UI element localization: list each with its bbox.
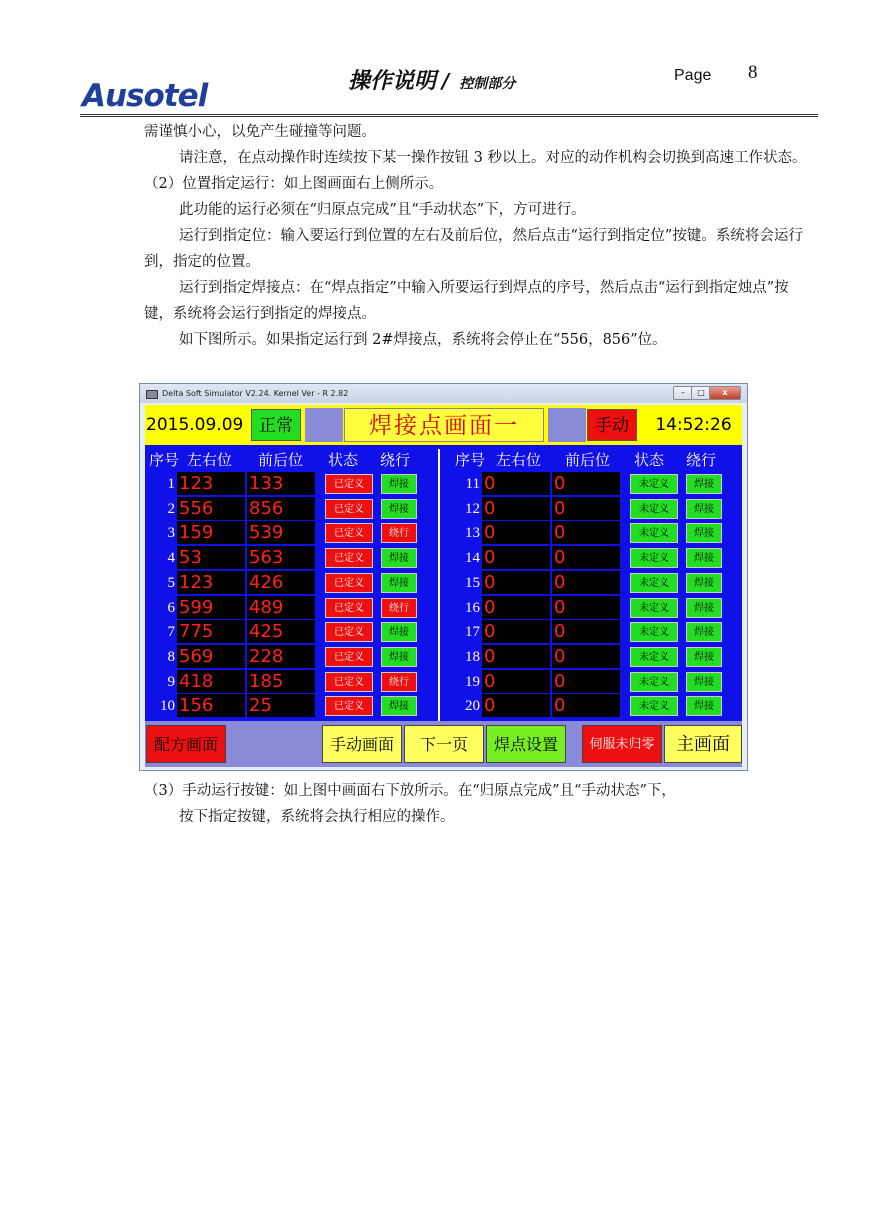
skip-toggle[interactable]: 焊接 bbox=[381, 474, 417, 494]
row-index: 18 bbox=[465, 648, 480, 665]
screen-title: 焊接点画面一 bbox=[344, 408, 544, 442]
table-row bbox=[145, 546, 435, 570]
table-row bbox=[450, 596, 740, 620]
row-index: 14 bbox=[465, 550, 480, 567]
main-screen-button[interactable]: 主画面 bbox=[664, 725, 742, 763]
col-header-status: 状态 bbox=[634, 451, 665, 469]
column-divider bbox=[438, 449, 440, 721]
skip-toggle[interactable]: 焊接 bbox=[686, 548, 722, 568]
company-logo: Ausotel bbox=[82, 78, 208, 114]
page-number: 8 bbox=[748, 62, 758, 83]
row-index: 13 bbox=[465, 525, 480, 542]
window-titlebar[interactable] bbox=[140, 384, 747, 403]
status-badge[interactable]: 未定义 bbox=[630, 696, 678, 716]
front-back-position[interactable]: 0 bbox=[552, 694, 620, 717]
row-index: 16 bbox=[465, 599, 480, 616]
paragraph: （2）位置指定运行：如上图画面右上侧所示。 bbox=[144, 176, 444, 192]
status-badge[interactable]: 已定义 bbox=[325, 696, 373, 716]
table-row bbox=[145, 571, 435, 595]
left-right-position[interactable]: 123 bbox=[177, 571, 245, 594]
minimize-button[interactable]: – bbox=[673, 386, 693, 400]
front-back-position[interactable]: 0 bbox=[552, 546, 620, 569]
front-back-position[interactable]: 0 bbox=[552, 670, 620, 693]
paragraph: 此功能的运行必须在“归原点完成”且“手动状态”下，方可进行。 bbox=[179, 202, 586, 218]
maximize-button[interactable]: □ bbox=[691, 386, 711, 400]
left-right-position[interactable]: 418 bbox=[177, 670, 245, 693]
row-index: 5 bbox=[167, 574, 175, 591]
col-header-fb: 前后位 bbox=[258, 451, 304, 469]
window-title: Delta Soft Simulator V2.24. Kernel Ver - R 2.82 bbox=[162, 389, 349, 398]
doc-title bbox=[348, 64, 515, 95]
left-right-position[interactable]: 599 bbox=[177, 596, 245, 619]
row-index: 6 bbox=[167, 599, 175, 616]
skip-toggle[interactable]: 焊接 bbox=[686, 622, 722, 642]
table-row bbox=[450, 521, 740, 545]
table-row bbox=[145, 497, 435, 521]
recipe-screen-button[interactable]: 配方画面 bbox=[146, 725, 226, 763]
front-back-position[interactable]: 25 bbox=[247, 694, 315, 717]
skip-toggle[interactable]: 焊接 bbox=[686, 474, 722, 494]
time-display: 14:52:26 bbox=[655, 415, 732, 435]
table-row bbox=[145, 596, 435, 620]
spacer-panel bbox=[548, 408, 586, 442]
left-right-position[interactable]: 53 bbox=[177, 546, 245, 569]
front-back-position[interactable]: 489 bbox=[247, 596, 315, 619]
skip-toggle[interactable]: 焊接 bbox=[381, 548, 417, 568]
status-badge[interactable]: 已定义 bbox=[325, 474, 373, 494]
table-row bbox=[450, 670, 740, 694]
skip-toggle[interactable]: 焊接 bbox=[381, 499, 417, 519]
doc-subtitle: 控制部分 bbox=[459, 76, 516, 92]
row-index: 4 bbox=[167, 550, 175, 567]
left-right-position[interactable]: 0 bbox=[482, 620, 550, 643]
front-back-position[interactable]: 228 bbox=[247, 645, 315, 668]
row-index: 10 bbox=[160, 698, 175, 715]
table-row bbox=[145, 521, 435, 545]
skip-toggle[interactable]: 焊接 bbox=[686, 696, 722, 716]
front-back-position[interactable]: 185 bbox=[247, 670, 315, 693]
status-badge[interactable]: 未定义 bbox=[630, 474, 678, 494]
front-back-position[interactable]: 539 bbox=[247, 521, 315, 544]
simulator-window bbox=[139, 383, 748, 771]
left-right-position[interactable]: 0 bbox=[482, 694, 550, 717]
skip-toggle[interactable]: 焊接 bbox=[381, 573, 417, 593]
left-right-position[interactable]: 0 bbox=[482, 645, 550, 668]
skip-toggle[interactable]: 绕行 bbox=[381, 598, 417, 618]
header-rule bbox=[80, 114, 818, 117]
paragraph: 请注意，在点动操作时连续按下某一操作按钮 3 秒以上。对应的动作机构会切换到高速工作状态。 bbox=[179, 150, 807, 166]
status-badge[interactable]: 已定义 bbox=[325, 622, 373, 642]
front-back-position[interactable]: 0 bbox=[552, 472, 620, 495]
status-badge[interactable]: 未定义 bbox=[630, 647, 678, 667]
front-back-position[interactable]: 425 bbox=[247, 620, 315, 643]
row-index: 3 bbox=[167, 525, 175, 542]
left-right-position[interactable]: 0 bbox=[482, 472, 550, 495]
date-display: 2015.09.09 bbox=[145, 405, 250, 445]
doc-title-main: 操作说明 bbox=[348, 69, 437, 94]
left-right-position[interactable]: 0 bbox=[482, 521, 550, 544]
col-header-index: 序号 bbox=[455, 451, 486, 469]
table-row bbox=[450, 694, 740, 718]
skip-toggle[interactable]: 绕行 bbox=[381, 523, 417, 543]
hmi-bottom-bar bbox=[145, 721, 742, 767]
left-right-position[interactable]: 0 bbox=[482, 546, 550, 569]
paragraph: 如下图所示。如果指定运行到 2#焊接点，系统将会停止在“556，856”位。 bbox=[179, 332, 667, 348]
hmi-screen bbox=[145, 405, 742, 767]
app-icon bbox=[146, 390, 158, 399]
status-badge[interactable]: 已定义 bbox=[325, 598, 373, 618]
servo-not-homed-button[interactable]: 伺服未归零 bbox=[582, 725, 662, 763]
row-index: 12 bbox=[465, 500, 480, 517]
table-row bbox=[450, 546, 740, 570]
front-back-position[interactable]: 426 bbox=[247, 571, 315, 594]
manual-button[interactable]: 手动 bbox=[587, 409, 637, 441]
body-text-bottom bbox=[144, 778, 814, 830]
table-row bbox=[450, 571, 740, 595]
front-back-position[interactable]: 0 bbox=[552, 497, 620, 520]
status-badge[interactable]: 未定义 bbox=[630, 622, 678, 642]
front-back-position[interactable]: 0 bbox=[552, 620, 620, 643]
skip-toggle[interactable]: 焊接 bbox=[381, 696, 417, 716]
front-back-position[interactable]: 0 bbox=[552, 571, 620, 594]
table-row bbox=[450, 620, 740, 644]
status-badge[interactable]: 未定义 bbox=[630, 499, 678, 519]
col-header-fb: 前后位 bbox=[565, 451, 611, 469]
next-page-button[interactable]: 下一页 bbox=[404, 725, 484, 763]
table-row bbox=[450, 497, 740, 521]
left-right-position[interactable]: 159 bbox=[177, 521, 245, 544]
skip-toggle[interactable]: 焊接 bbox=[381, 647, 417, 667]
status-badge[interactable]: 已定义 bbox=[325, 672, 373, 692]
skip-toggle[interactable]: 焊接 bbox=[686, 499, 722, 519]
left-right-position[interactable]: 123 bbox=[177, 472, 245, 495]
paragraph: 运行到指定焊接点：在“焊点指定”中输入所要运行到焊点的序号，然后点击“运行到指定烛点”按键，系统将会运行到指定的焊接点。 bbox=[144, 280, 789, 322]
status-badge[interactable]: 未定义 bbox=[630, 548, 678, 568]
weld-setup-button[interactable]: 焊点设置 bbox=[486, 725, 566, 763]
left-right-position[interactable]: 0 bbox=[482, 571, 550, 594]
left-right-position[interactable]: 0 bbox=[482, 596, 550, 619]
paragraph: 运行到指定位：输入要运行到位置的左右及前后位，然后点击“运行到指定位”按键。系统将会运行到，指定的位置。 bbox=[144, 228, 803, 270]
table-row bbox=[145, 472, 435, 496]
front-back-position[interactable]: 856 bbox=[247, 497, 315, 520]
table-row bbox=[145, 620, 435, 644]
close-button[interactable]: x bbox=[709, 386, 741, 400]
paragraph: 按下指定按键，系统将会执行相应的操作。 bbox=[179, 809, 455, 825]
front-back-position[interactable]: 0 bbox=[552, 645, 620, 668]
status-badge[interactable]: 未定义 bbox=[630, 598, 678, 618]
row-index: 17 bbox=[465, 624, 480, 641]
row-index: 20 bbox=[465, 698, 480, 715]
status-badge[interactable]: 已定义 bbox=[325, 548, 373, 568]
col-header-lr: 左右位 bbox=[187, 451, 233, 469]
front-back-position[interactable]: 0 bbox=[552, 596, 620, 619]
skip-toggle[interactable]: 焊接 bbox=[686, 647, 722, 667]
row-index: 19 bbox=[465, 673, 480, 690]
status-badge[interactable]: 已定义 bbox=[325, 523, 373, 543]
title-separator: / bbox=[442, 69, 450, 93]
page-label: Page bbox=[674, 67, 712, 84]
front-back-position[interactable]: 0 bbox=[552, 521, 620, 544]
col-header-lr: 左右位 bbox=[496, 451, 542, 469]
body-text-top bbox=[144, 119, 814, 353]
paragraph: （3）手动运行按键：如上图中画面右下放所示。在“归原点完成”且“手动状态”下， bbox=[144, 783, 676, 799]
col-header-status: 状态 bbox=[328, 451, 359, 469]
skip-toggle[interactable]: 焊接 bbox=[686, 573, 722, 593]
col-header-index: 序号 bbox=[149, 451, 180, 469]
manual-screen-button[interactable]: 手动画面 bbox=[322, 725, 402, 763]
col-header-skip: 绕行 bbox=[380, 451, 411, 469]
table-row bbox=[450, 472, 740, 496]
table-row bbox=[145, 670, 435, 694]
left-right-position[interactable]: 556 bbox=[177, 497, 245, 520]
status-badge[interactable]: 已定义 bbox=[325, 647, 373, 667]
col-header-skip: 绕行 bbox=[686, 451, 717, 469]
row-index: 9 bbox=[167, 673, 175, 690]
front-back-position[interactable]: 133 bbox=[247, 472, 315, 495]
left-right-position[interactable]: 569 bbox=[177, 645, 245, 668]
status-badge[interactable]: 未定义 bbox=[630, 573, 678, 593]
row-index: 1 bbox=[167, 476, 175, 492]
left-right-position[interactable]: 775 bbox=[177, 620, 245, 643]
spacer-panel bbox=[305, 408, 343, 442]
skip-toggle[interactable]: 绕行 bbox=[381, 672, 417, 692]
skip-toggle[interactable]: 焊接 bbox=[686, 672, 722, 692]
skip-toggle[interactable]: 焊接 bbox=[686, 598, 722, 618]
table-row bbox=[145, 645, 435, 669]
skip-toggle[interactable]: 焊接 bbox=[381, 622, 417, 642]
front-back-position[interactable]: 563 bbox=[247, 546, 315, 569]
status-badge[interactable]: 已定义 bbox=[325, 499, 373, 519]
skip-toggle[interactable]: 焊接 bbox=[686, 523, 722, 543]
row-index: 8 bbox=[167, 648, 175, 665]
status-badge[interactable]: 未定义 bbox=[630, 672, 678, 692]
status-badge[interactable]: 未定义 bbox=[630, 523, 678, 543]
table-row bbox=[450, 645, 740, 669]
left-right-position[interactable]: 0 bbox=[482, 670, 550, 693]
normal-button[interactable]: 正常 bbox=[251, 409, 301, 441]
row-index: 2 bbox=[167, 500, 175, 517]
row-index: 11 bbox=[465, 476, 480, 492]
left-right-position[interactable]: 0 bbox=[482, 497, 550, 520]
row-index: 15 bbox=[465, 574, 480, 591]
table-row bbox=[145, 694, 435, 718]
paragraph: 需谨慎小心，以免产生碰撞等问题。 bbox=[144, 124, 376, 140]
left-right-position[interactable]: 156 bbox=[177, 694, 245, 717]
row-index: 7 bbox=[167, 624, 175, 641]
status-badge[interactable]: 已定义 bbox=[325, 573, 373, 593]
